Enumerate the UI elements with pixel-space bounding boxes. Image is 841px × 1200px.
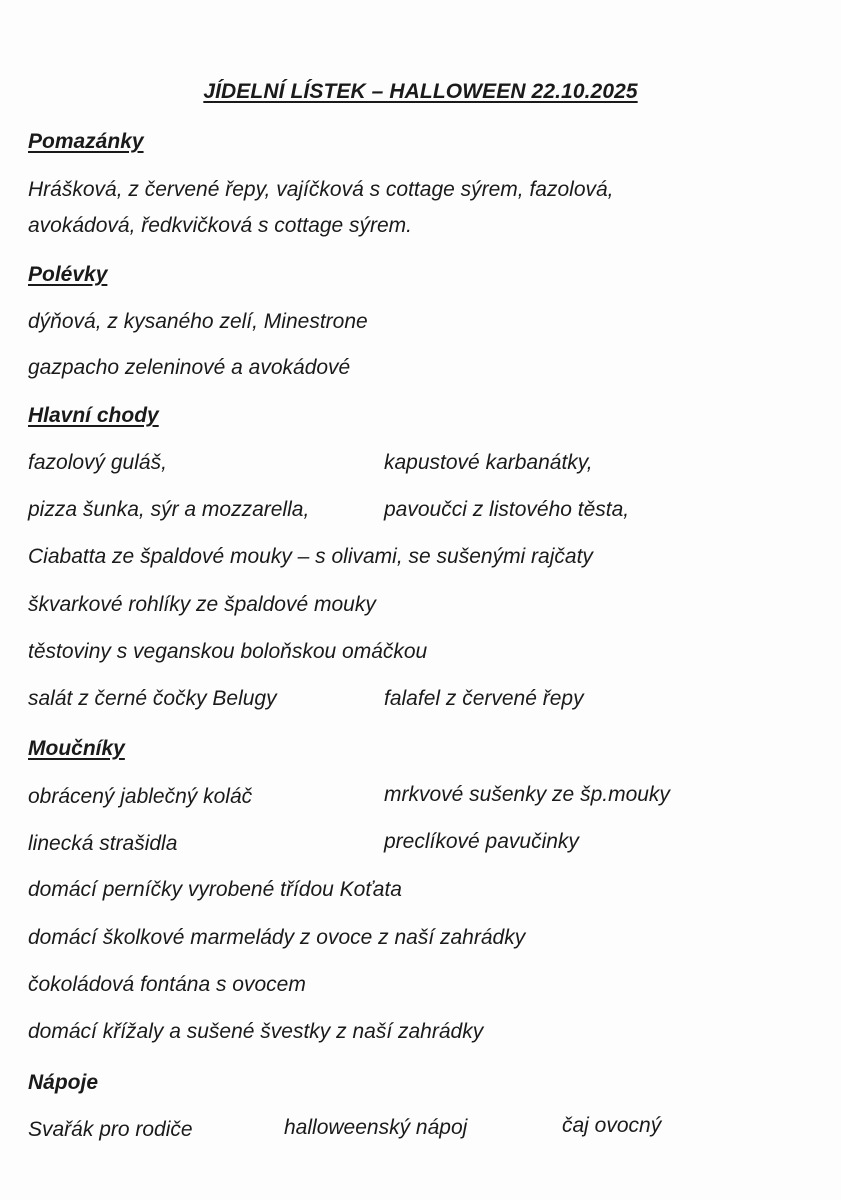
section-heading-moucniky: Moučníky xyxy=(28,737,125,760)
section-heading-hlavni-chody: Hlavní chody xyxy=(28,404,159,427)
hlavni-row1-right: kapustové karbanátky, xyxy=(384,451,593,474)
pomazanky-line-2: avokádová, ředkvičková s cottage sýrem. xyxy=(28,214,413,237)
napoje-item-2: halloweenský nápoj xyxy=(284,1116,468,1139)
moucniky-line-4: domácí školkové marmelády z ovoce z naší zahrádky xyxy=(28,926,526,949)
hlavni-row1-left: fazolový guláš, xyxy=(28,451,167,474)
polevky-line-1: dýňová, z kysaného zelí, Minestrone xyxy=(28,310,368,333)
polevky-line-2: gazpacho zeleninové a avokádové xyxy=(28,356,351,379)
hlavni-line-4: škvarkové rohlíky ze špaldové mouky xyxy=(28,593,376,616)
moucniky-row1-left: obrácený jablečný koláč xyxy=(28,785,253,808)
moucniky-line-6: domácí křížaly a sušené švestky z naší zahrádky xyxy=(28,1020,484,1043)
moucniky-row1-right: mrkvové sušenky ze šp.mouky xyxy=(384,783,670,806)
hlavni-line-5: těstoviny s veganskou boloňskou omáčkou xyxy=(28,640,428,663)
hlavni-row2-right: pavoučci z listového těsta, xyxy=(384,498,630,521)
pomazanky-line-1: Hrášková, z červené řepy, vajíčková s cottage sýrem, fazolová, xyxy=(28,178,614,201)
section-heading-napoje: Nápoje xyxy=(28,1071,99,1094)
moucniky-line-3: domácí perníčky vyrobené třídou Koťata xyxy=(28,878,402,901)
hlavni-row6-right: falafel z červené řepy xyxy=(384,687,584,710)
page-title: JÍDELNÍ LÍSTEK – HALLOWEEN 22.10.2025 xyxy=(203,80,638,103)
moucniky-row2-right: preclíkové pavučinky xyxy=(384,830,579,853)
section-heading-pomazanky: Pomazánky xyxy=(28,130,144,153)
hlavni-line-3: Ciabatta ze špaldové mouky – s olivami, se sušenými rajčaty xyxy=(28,545,593,568)
napoje-item-3: čaj ovocný xyxy=(562,1114,662,1137)
moucniky-row2-left: linecká strašidla xyxy=(28,832,178,855)
hlavni-row6-left: salát z černé čočky Belugy xyxy=(28,687,277,710)
napoje-item-1: Svařák pro rodiče xyxy=(28,1118,193,1141)
moucniky-line-5: čokoládová fontána s ovocem xyxy=(28,973,306,996)
section-heading-polevky: Polévky xyxy=(28,263,108,286)
hlavni-row2-left: pizza šunka, sýr a mozzarella, xyxy=(28,498,310,521)
